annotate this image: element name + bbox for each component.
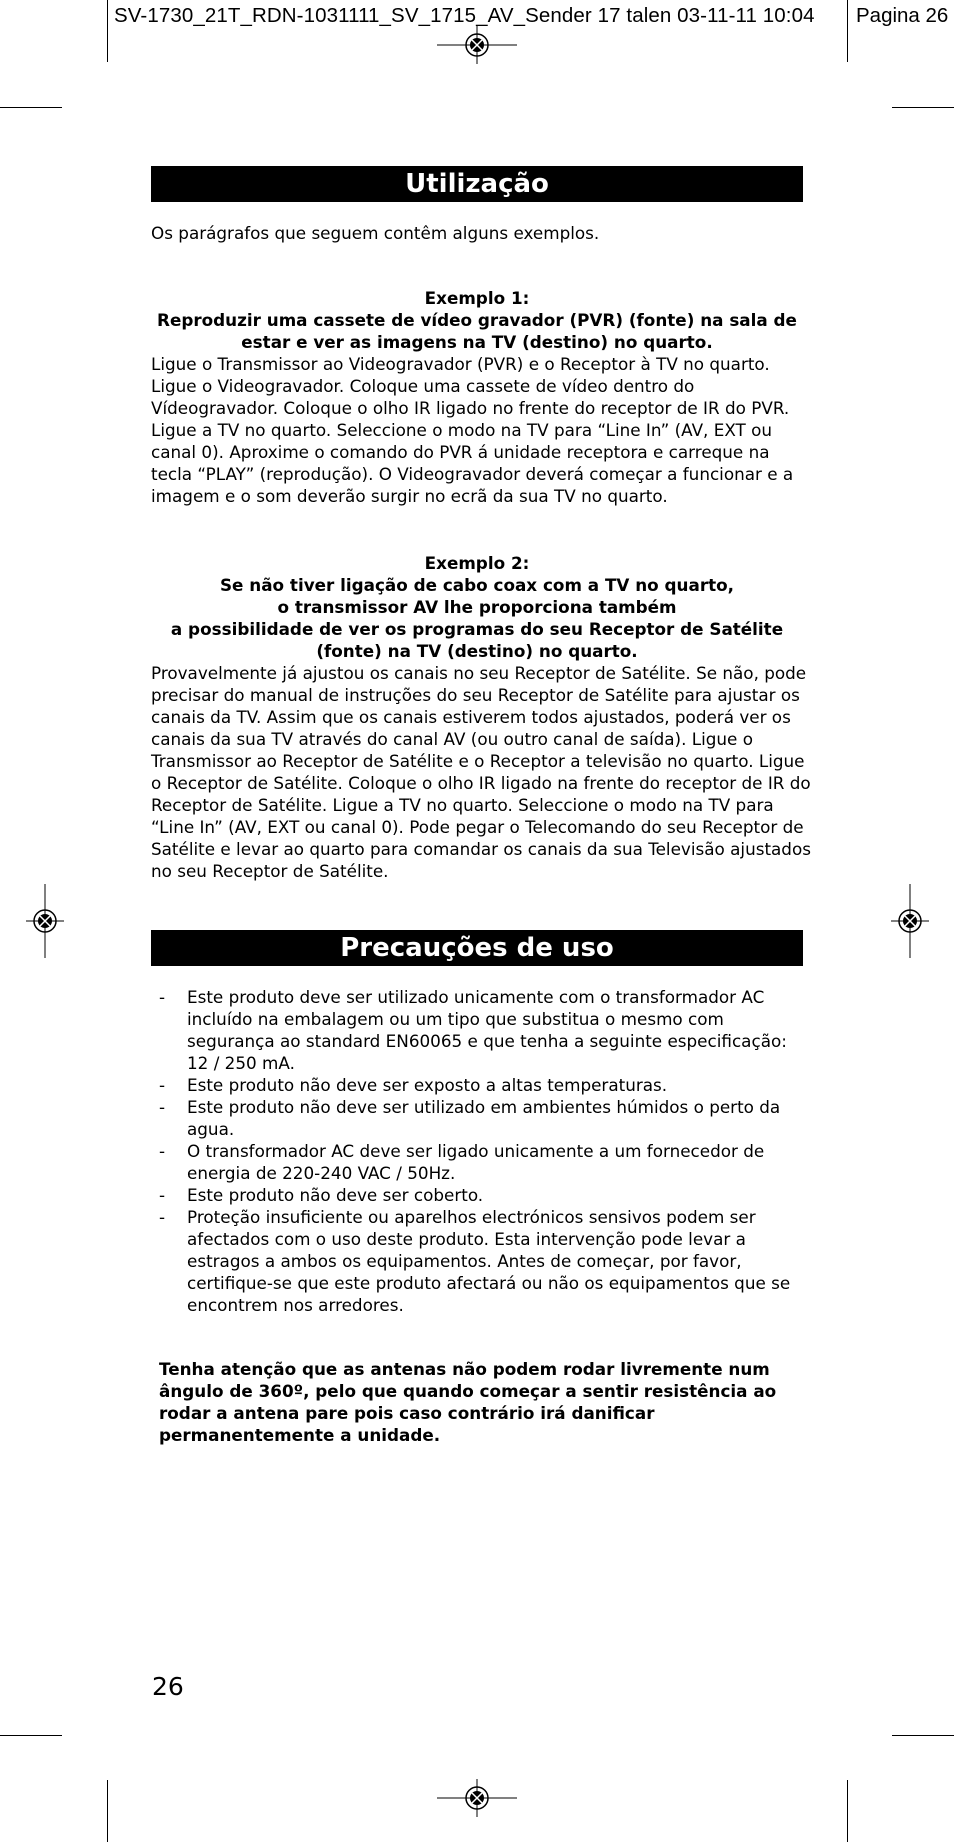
page-number: 26 <box>152 1672 184 1701</box>
list-item <box>155 1206 805 1316</box>
print-page-label: Pagina 26 <box>856 4 949 27</box>
registration-mark-top-icon <box>437 26 517 64</box>
list-item <box>155 1140 805 1184</box>
registration-mark-left-icon <box>26 884 64 958</box>
example1-subtitle-line1: Reproduzir uma cassete de vídeo gravador (PVR) (fonte) na sala de <box>157 310 797 330</box>
usage-intro: Os parágrafos que seguem contêm alguns exemplos. <box>151 223 600 243</box>
example2-subtitle-line2: o transmissor AV lhe proporciona também <box>277 597 677 617</box>
print-slug: SV-1730_21T_RDN-1031111_SV_1715_AV_Sender 17 talen 03-11-11 10:04 <box>114 4 815 27</box>
example1-body: Ligue o Transmissor ao Videogravador (PVR) e o Receptor à TV no quarto. Ligue o Videogravador. Coloque uma cassete de vídeo dentro do Vídeogravador. Coloque o olho IR ligado no frente do receptor de IR do PVR. Ligue a TV no quarto. Seleccione o modo na TV para “Line In” (AV, EXT ou canal 0). Aproxime o comando do PVR á unidade receptora e carreque na tecla “PLAY” (reprodução). O Videogravador deverá começar a funcionar e a imagem e o som deverão surgir no ecrã da sua TV no quarto. <box>151 354 794 506</box>
crop-mark-top-left-horizontal <box>0 107 62 108</box>
bullet-dash: - <box>159 1185 166 1205</box>
section-title-precautions: Precauções de uso <box>151 930 803 966</box>
registration-mark-right-icon <box>891 884 929 958</box>
list-item-text: Este produto não deve ser coberto. <box>187 1185 484 1205</box>
bullet-dash: - <box>159 1141 166 1161</box>
bullet-dash: - <box>159 1207 166 1227</box>
crop-mark-top-left-vertical <box>107 0 108 62</box>
bullet-dash: - <box>159 1097 166 1117</box>
list-item <box>155 1184 805 1206</box>
list-item <box>155 986 805 1074</box>
crop-mark-bottom-left-horizontal <box>0 1735 62 1736</box>
section-title-usage: Utilização <box>151 166 803 202</box>
list-item-text: Proteção insuficiente ou aparelhos electrónicos sensivos podem ser afectados com o uso deste produto. Esta intervenção pode levar a estragos a ambos os equipamentos. Antes de começar, por favor, certifique-se que este produto afectará ou não os equipamentos que se encontrem nos arredores. <box>187 1207 791 1315</box>
precautions-list <box>155 986 805 1316</box>
crop-mark-bottom-left-vertical <box>107 1780 108 1842</box>
crop-mark-bottom-right-vertical <box>847 1780 848 1842</box>
list-item-text: Este produto deve ser utilizado unicamente com o transformador AC incluído na embalagem ou um tipo que substitua o mesmo com segurança ao standard EN60065 e que tenha a seguinte especificação: 12 / 250 mA. <box>187 987 787 1073</box>
example1-subtitle-line2: estar e ver as imagens na TV (destino) no quarto. <box>241 332 713 352</box>
list-item <box>155 1096 805 1140</box>
crop-mark-bottom-right-horizontal <box>892 1735 954 1736</box>
bullet-dash: - <box>159 1075 166 1095</box>
list-item <box>155 1074 805 1096</box>
list-item-text: Este produto não deve ser exposto a altas temperaturas. <box>187 1075 668 1095</box>
example2-body: Provavelmente já ajustou os canais no seu Receptor de Satélite. Se não, pode precisar do manual de instruções do seu Receptor de Satélite para ajustar os canais da TV. Assim que os canais estiverem todos ajustados, poderá ver os canais da sua TV através do canal AV (ou outro canal de saída). Ligue o Transmissor ao Receptor de Satélite e o Receptor a televisão no quarto. Ligue o Receptor de Satélite. Coloque o olho IR ligado na frente do receptor de IR do Receptor de Satélite. Ligue a TV no quarto. Seleccione o modo na TV para “Line In” (AV, EXT ou canal 0). Pode pegar o Telecomando do seu Receptor de Satélite e levar ao quarto para comandar os canais da sua Televisão ajustados no seu Receptor de Satélite. <box>151 663 811 881</box>
example2-subtitle-line3: a possibilidade de ver os programas do seu Receptor de Satélite <box>170 619 784 639</box>
crop-mark-top-right-vertical <box>847 0 848 62</box>
antenna-warning: Tenha atenção que as antenas não podem rodar livremente num ângulo de 360º, pelo que quando começar a sentir resistência ao rodar a antena pare pois caso contrário irá danificar permanentemente a unidade. <box>159 1359 777 1445</box>
bullet-dash: - <box>159 987 166 1007</box>
example2-subtitle-line1: Se não tiver ligação de cabo coax com a TV no quarto, <box>219 575 735 595</box>
list-item-text: Este produto não deve ser utilizado em ambientes húmidos o perto da agua. <box>187 1097 781 1139</box>
crop-mark-top-right-horizontal <box>892 107 954 108</box>
example2-heading: Exemplo 2: <box>424 553 530 573</box>
list-item-text: O transformador AC deve ser ligado unicamente a um fornecedor de energia de 220-240 VAC / 50Hz. <box>187 1141 765 1183</box>
example1-heading: Exemplo 1: <box>424 288 530 308</box>
example2-subtitle-line4: (fonte) na TV (destino) no quarto. <box>316 641 638 661</box>
registration-mark-bottom-icon <box>437 1779 517 1817</box>
